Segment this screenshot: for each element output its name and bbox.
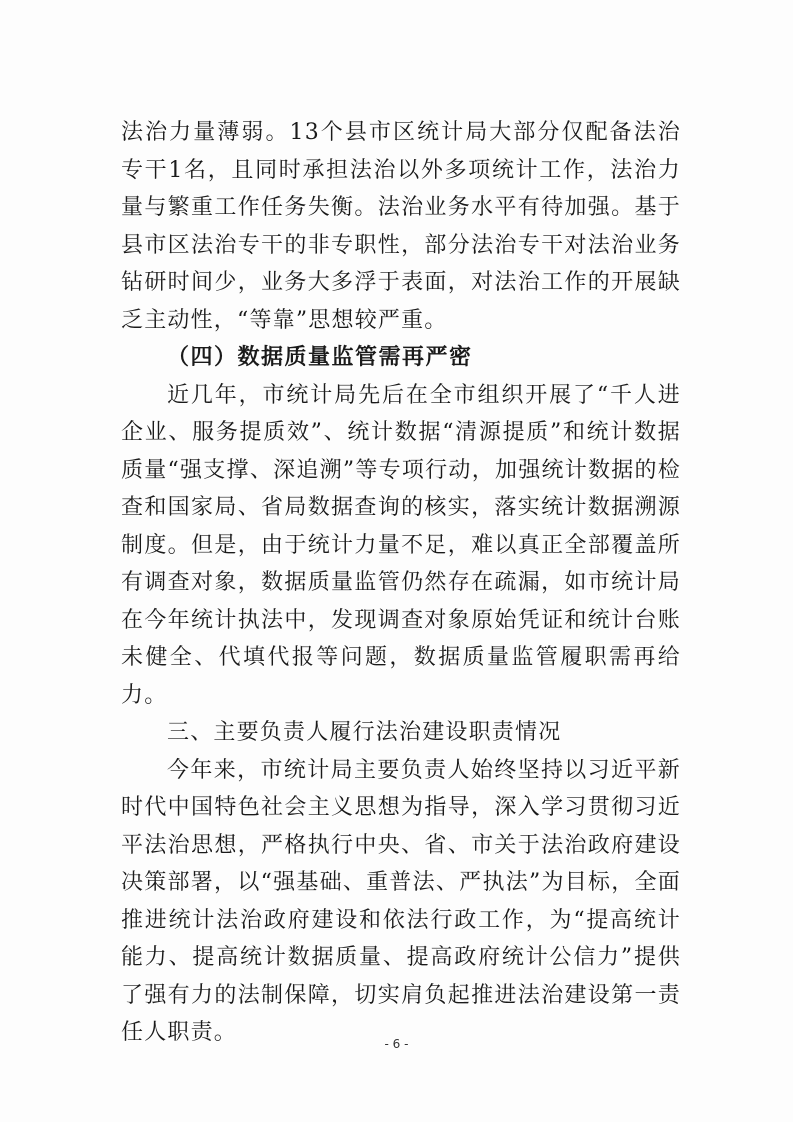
section-heading-data-quality: （四）数据质量监管需再严密 <box>167 344 473 370</box>
section-heading-responsibility: 三、主要负责人履行法治建设职责情况 <box>167 720 562 745</box>
paragraph-responsibility: 今年来，市统计局主要负责人始终坚持以习近平新时代中国特色社会主义思想为指导，深入学习贯彻习近平法治思想，严格执行中央、省、市关于法治政府建设决策部署，以“强基础、重普法、严执法”为目标，全面推进统计法治政府建设和依法行政工作，为“提高统计能力、提高统计数据质量、提高政府统计公信力”提供了强有力的法制保障，切实肩负起推进法治建设第一责任人职责。 <box>121 757 681 1045</box>
page-number: - 6 - <box>384 1037 409 1051</box>
paragraph-legal-capacity: 法治力量薄弱。13个县市区统计局大部分仅配备法治专干1名，且同时承担法治以外多项统计工作，法治力量与繁重工作任务失衡。法治业务水平有待加强。基于县市区法治专干的非专职性，部分法治专干对法治业务钻研时间少，业务大多浮于表面，对法治工作的开展缺乏主动性，“等靠”思想较严重。 <box>121 120 681 333</box>
paragraph-data-quality: 近几年，市统计局先后在全市组织开展了“千人进企业、服务提质效”、统计数据“清源提质”和统计数据质量“强支撑、深追溯”等专项行动，加强统计数据的检查和国家局、省局数据查询的核实，落实统计数据溯源制度。但是，由于统计力量不足，难以真正全部覆盖所有调查对象，数据质量监管仍然存在疏漏，如市统计局在今年统计执法中，发现调查对象原始凭证和统计台账未健全、代填代报等问题，数据质量监管履职需再给力。 <box>121 382 681 708</box>
document-body <box>121 114 681 1052</box>
